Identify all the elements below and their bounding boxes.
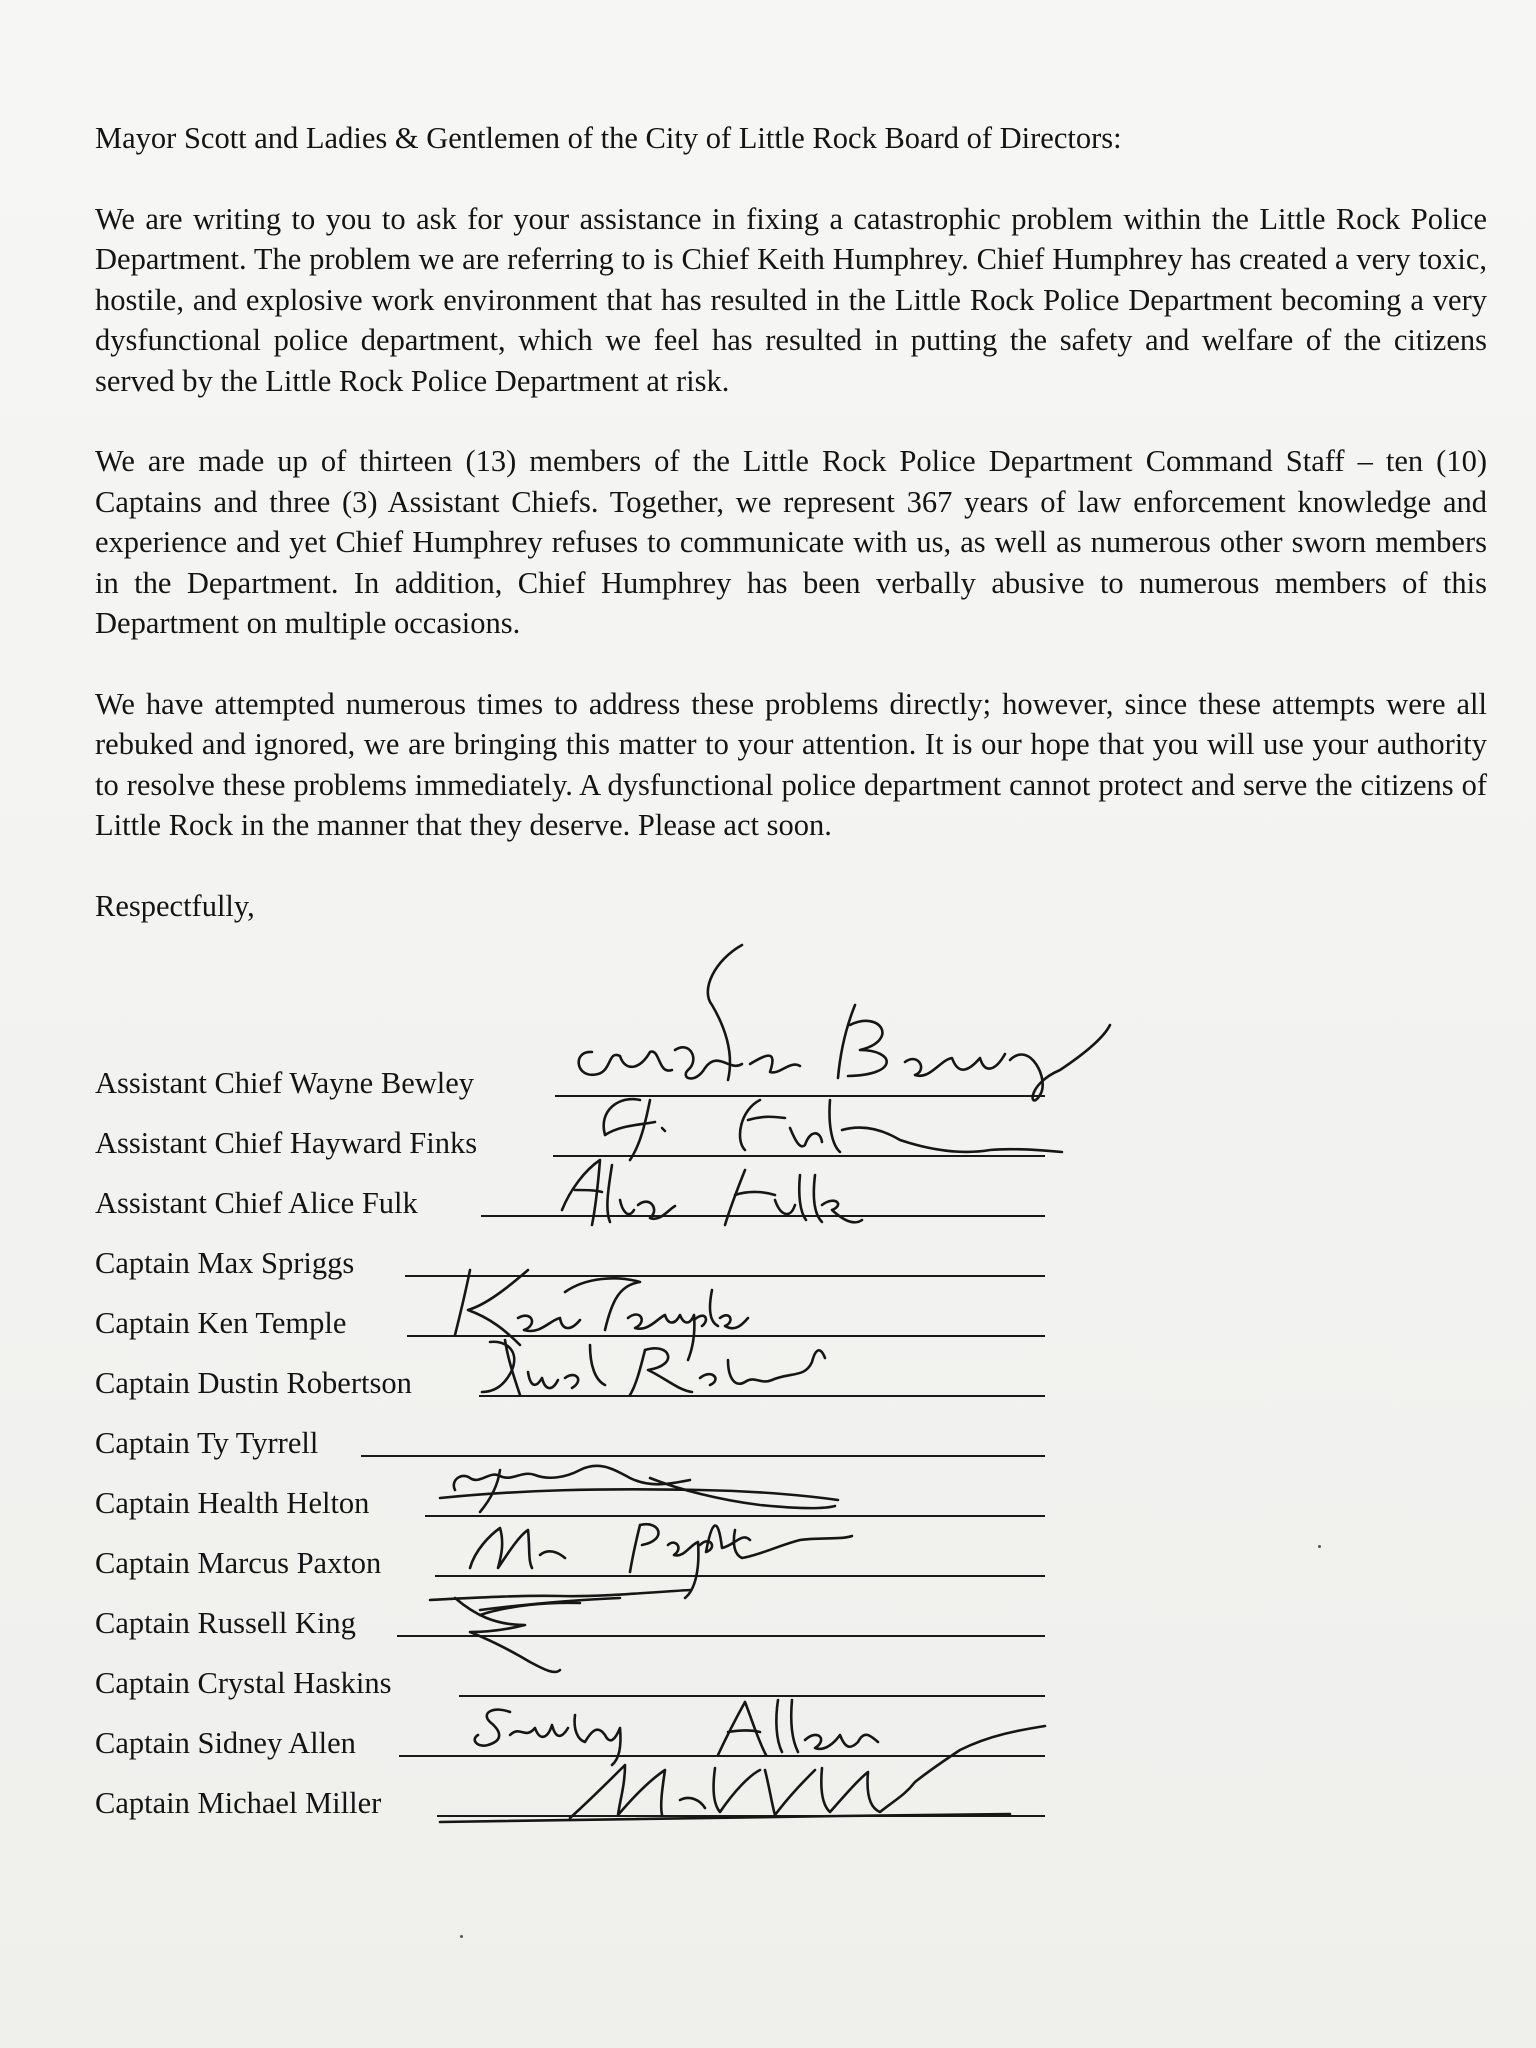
signature-row bbox=[95, 1355, 1095, 1415]
letter-body bbox=[95, 118, 1487, 926]
signature-row bbox=[95, 1295, 1095, 1355]
signature-row bbox=[95, 1235, 1095, 1295]
signature-row bbox=[95, 1535, 1095, 1595]
signature-line bbox=[397, 1635, 1045, 1637]
signatory-name: Assistant Chief Alice Fulk bbox=[95, 1186, 418, 1220]
signature-row bbox=[95, 1775, 1095, 1835]
signatory-name: Captain Dustin Robertson bbox=[95, 1366, 412, 1400]
signatory-name: Captain Crystal Haskins bbox=[95, 1666, 392, 1700]
paragraph-problem: We are writing to you to ask for your assistance in fixing a catastrophic problem within the Little Rock Police Department. The problem we are referring to is Chief Keith Humphrey. Chief Humphrey has created a very toxic, hostile, and explosive work environment that has resulted in the Little Rock Police Department becoming a very dysfunctional police department, which we feel has resulted in putting the safety and welfare of the citizens served by the Little Rock Police Department at risk. bbox=[95, 201, 1487, 398]
paragraph-command-staff: We are made up of thirteen (13) members of the Little Rock Police Department Command Staff – ten (10) Captains and three (3) Assistant Chiefs. Together, we represent 367 years of law enforcement knowledge and experience and yet Chief Humphrey refuses to communicate with us, as well as numerous other sworn members in the Department. In addition, Chief Humphrey has been verbally abusive to numerous members of this Department on multiple occasions. bbox=[95, 444, 1487, 640]
signatory-name: Captain Sidney Allen bbox=[95, 1726, 356, 1760]
signature-line bbox=[479, 1395, 1045, 1397]
signature-row bbox=[95, 1655, 1095, 1715]
signature-line bbox=[405, 1275, 1045, 1277]
signature-row bbox=[95, 1175, 1095, 1235]
signature-line bbox=[407, 1335, 1045, 1337]
signature-row bbox=[95, 1115, 1095, 1175]
signature-line bbox=[553, 1155, 1045, 1157]
signatory-name: Captain Ty Tyrrell bbox=[95, 1426, 319, 1460]
signature-line bbox=[435, 1575, 1045, 1577]
signature-row bbox=[95, 1475, 1095, 1535]
signature-line bbox=[425, 1515, 1045, 1517]
signatory-name: Captain Health Helton bbox=[95, 1486, 370, 1520]
signature-line bbox=[399, 1755, 1045, 1757]
closing: Respectfully, bbox=[95, 888, 255, 923]
signature-row bbox=[95, 1055, 1095, 1115]
signature-line bbox=[361, 1455, 1045, 1457]
signatory-name: Captain Ken Temple bbox=[95, 1306, 347, 1340]
signature-row bbox=[95, 1595, 1095, 1655]
paper-speck bbox=[460, 1935, 463, 1938]
signature-line bbox=[437, 1815, 1045, 1817]
signatory-name: Assistant Chief Wayne Bewley bbox=[95, 1066, 475, 1100]
signatory-name: Captain Michael Miller bbox=[95, 1786, 382, 1820]
signature-line bbox=[555, 1095, 1045, 1097]
signatory-name: Captain Max Spriggs bbox=[95, 1246, 355, 1280]
salutation: Mayor Scott and Ladies & Gentlemen of the City of Little Rock Board of Directors: bbox=[95, 121, 1122, 155]
signature-row bbox=[95, 1415, 1095, 1475]
signatory-name: Captain Russell King bbox=[95, 1606, 356, 1640]
signature-line bbox=[481, 1215, 1045, 1217]
signature-row bbox=[95, 1715, 1095, 1775]
paragraph-request: We have attempted numerous times to address these problems directly; however, since these attempts were all rebuked and ignored, we are bringing this matter to your attention. It is our hope that you will use your authority to resolve these problems immediately. A dysfunctional police department cannot protect and serve the citizens of Little Rock in the manner that they deserve. Please act soon. bbox=[95, 686, 1487, 842]
signatory-name: Assistant Chief Hayward Finks bbox=[95, 1126, 478, 1160]
signature-line bbox=[459, 1695, 1045, 1697]
signatory-name: Captain Marcus Paxton bbox=[95, 1546, 382, 1580]
paper-speck bbox=[1318, 1545, 1321, 1548]
